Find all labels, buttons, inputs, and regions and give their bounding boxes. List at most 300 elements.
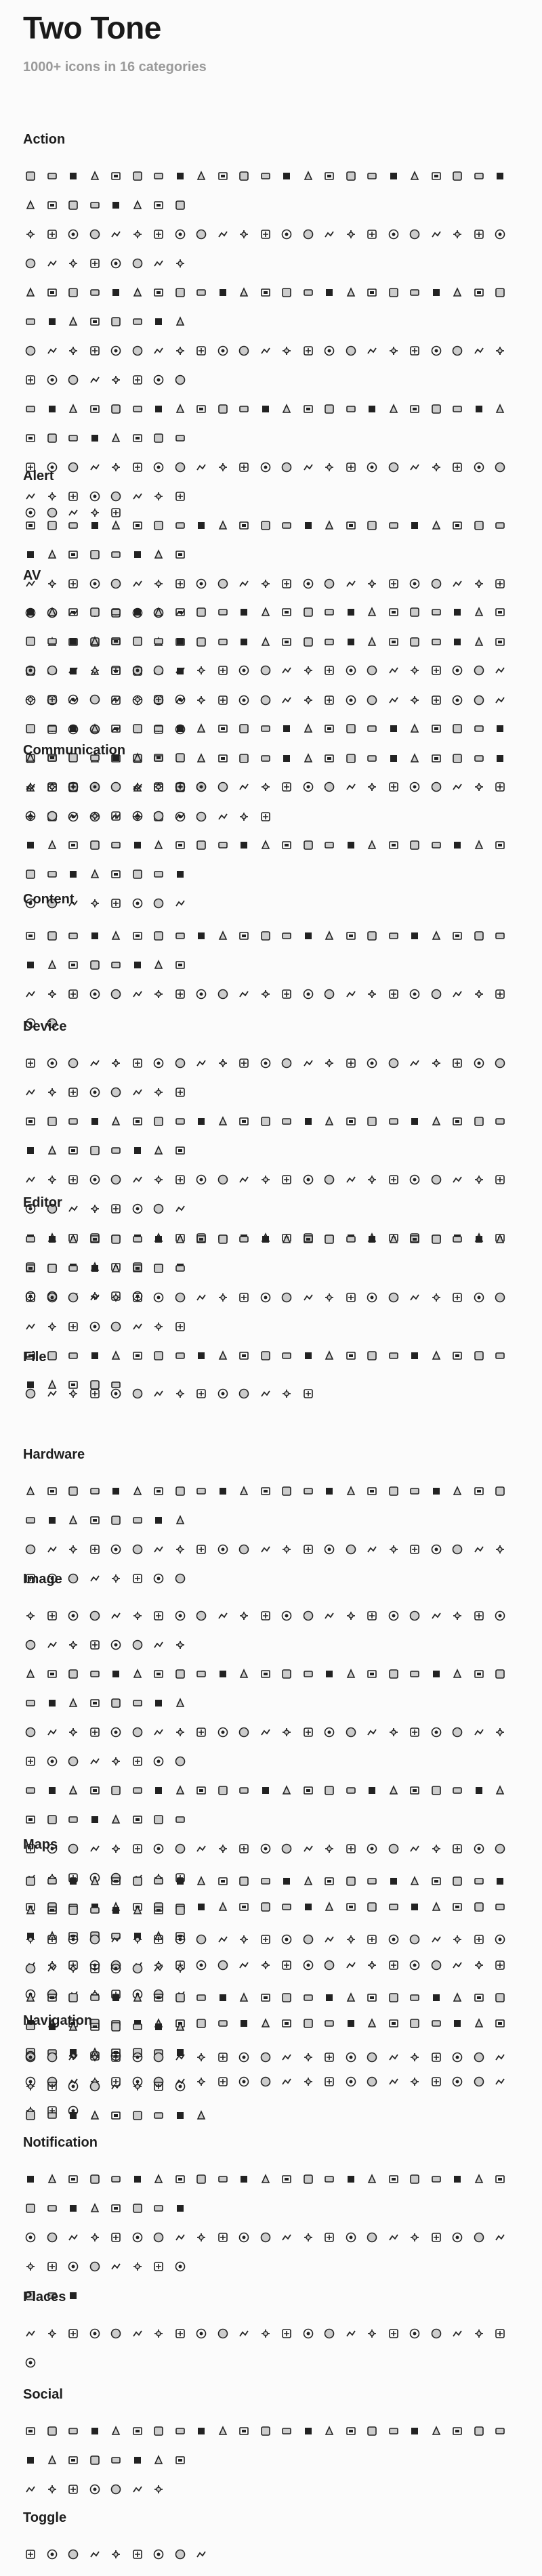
icon-tile[interactable] — [279, 1484, 294, 1499]
icon-tile[interactable] — [279, 1232, 294, 1247]
icon-tile[interactable] — [173, 1290, 188, 1305]
icon-tile[interactable] — [343, 2424, 358, 2439]
icon-tile[interactable] — [87, 721, 102, 736]
icon-tile[interactable] — [472, 169, 486, 184]
icon-tile[interactable] — [407, 663, 422, 678]
icon-tile[interactable] — [87, 227, 102, 242]
icon-tile[interactable] — [66, 1386, 81, 1401]
icon-tile[interactable] — [23, 547, 38, 562]
icon-tile[interactable] — [87, 2424, 102, 2439]
icon-tile[interactable] — [343, 1290, 358, 1305]
icon-tile[interactable] — [173, 1667, 188, 1681]
icon-tile[interactable] — [472, 779, 486, 794]
icon-tile[interactable] — [386, 1484, 401, 1499]
icon-tile[interactable] — [472, 2172, 486, 2187]
icon-tile[interactable] — [87, 809, 102, 823]
icon-tile[interactable] — [386, 2230, 401, 2245]
icon-tile[interactable] — [66, 1637, 81, 1652]
icon-tile[interactable] — [151, 1290, 166, 1305]
icon-tile[interactable] — [407, 1114, 422, 1129]
icon-tile[interactable] — [407, 1056, 422, 1071]
icon-tile[interactable] — [173, 1542, 188, 1557]
icon-tile[interactable] — [23, 1261, 38, 1276]
icon-tile[interactable] — [87, 1990, 102, 2005]
icon-tile[interactable] — [66, 1667, 81, 1681]
icon-tile[interactable] — [429, 227, 444, 242]
icon-tile[interactable] — [23, 721, 38, 736]
icon-tile[interactable] — [194, 663, 209, 678]
icon-tile[interactable] — [364, 169, 379, 184]
icon-tile[interactable] — [45, 1513, 60, 1528]
icon-tile[interactable] — [386, 1783, 401, 1798]
icon-tile[interactable] — [130, 928, 145, 943]
icon-tile[interactable] — [343, 779, 358, 794]
icon-tile[interactable] — [151, 2482, 166, 2497]
icon-tile[interactable] — [87, 1725, 102, 1740]
icon-tile[interactable] — [151, 867, 166, 882]
icon-tile[interactable] — [236, 343, 251, 358]
icon-tile[interactable] — [258, 285, 273, 300]
icon-tile[interactable] — [258, 1542, 273, 1557]
icon-tile[interactable] — [407, 285, 422, 300]
icon-tile[interactable] — [450, 2050, 465, 2065]
icon-tile[interactable] — [151, 809, 166, 823]
icon-tile[interactable] — [429, 779, 444, 794]
icon-tile[interactable] — [407, 1667, 422, 1681]
icon-tile[interactable] — [493, 402, 507, 416]
icon-tile[interactable] — [450, 1667, 465, 1681]
icon-tile[interactable] — [450, 1172, 465, 1187]
icon-tile[interactable] — [194, 1484, 209, 1499]
icon-tile[interactable] — [173, 692, 188, 707]
icon-tile[interactable] — [173, 314, 188, 329]
icon-tile[interactable] — [66, 505, 81, 520]
icon-tile[interactable] — [364, 2326, 379, 2341]
icon-tile[interactable] — [23, 958, 38, 972]
icon-tile[interactable] — [386, 721, 401, 736]
icon-tile[interactable] — [66, 2547, 81, 2562]
icon-tile[interactable] — [279, 1783, 294, 1798]
icon-tile[interactable] — [364, 227, 379, 242]
icon-tile[interactable] — [450, 1056, 465, 1071]
icon-tile[interactable] — [215, 2050, 230, 2065]
icon-tile[interactable] — [279, 1667, 294, 1681]
icon-tile[interactable] — [87, 1143, 102, 1158]
icon-tile[interactable] — [194, 987, 209, 1002]
icon-tile[interactable] — [151, 1961, 166, 1976]
icon-tile[interactable] — [45, 928, 60, 943]
icon-tile[interactable] — [472, 1783, 486, 1798]
icon-tile[interactable] — [215, 663, 230, 678]
icon-tile[interactable] — [301, 1990, 316, 2005]
icon-tile[interactable] — [429, 1608, 444, 1623]
icon-tile[interactable] — [130, 314, 145, 329]
icon-tile[interactable] — [173, 227, 188, 242]
icon-tile[interactable] — [45, 987, 60, 1002]
icon-tile[interactable] — [407, 1290, 422, 1305]
icon-tile[interactable] — [343, 1172, 358, 1187]
icon-tile[interactable] — [151, 2326, 166, 2341]
icon-tile[interactable] — [130, 2424, 145, 2439]
icon-tile[interactable] — [236, 1056, 251, 1071]
icon-tile[interactable] — [151, 928, 166, 943]
icon-tile[interactable] — [407, 1608, 422, 1623]
icon-tile[interactable] — [66, 2482, 81, 2497]
icon-tile[interactable] — [301, 1114, 316, 1129]
icon-tile[interactable] — [215, 2326, 230, 2341]
icon-tile[interactable] — [66, 1696, 81, 1711]
icon-tile[interactable] — [258, 1608, 273, 1623]
icon-tile[interactable] — [322, 1056, 337, 1071]
icon-tile[interactable] — [108, 692, 123, 707]
icon-tile[interactable] — [450, 663, 465, 678]
icon-tile[interactable] — [429, 1783, 444, 1798]
icon-tile[interactable] — [130, 1637, 145, 1652]
icon-tile[interactable] — [87, 1608, 102, 1623]
icon-tile[interactable] — [108, 2230, 123, 2245]
icon-tile[interactable] — [194, 1232, 209, 1247]
icon-tile[interactable] — [173, 2201, 188, 2216]
icon-tile[interactable] — [472, 1608, 486, 1623]
icon-tile[interactable] — [66, 2326, 81, 2341]
icon-tile[interactable] — [45, 1542, 60, 1557]
icon-tile[interactable] — [151, 343, 166, 358]
icon-tile[interactable] — [279, 1725, 294, 1740]
icon-tile[interactable] — [45, 1812, 60, 1827]
icon-tile[interactable] — [66, 987, 81, 1002]
icon-tile[interactable] — [108, 2108, 123, 2123]
icon-tile[interactable] — [66, 1484, 81, 1499]
icon-tile[interactable] — [258, 1056, 273, 1071]
icon-tile[interactable] — [87, 2482, 102, 2497]
icon-tile[interactable] — [87, 2172, 102, 2187]
icon-tile[interactable] — [386, 987, 401, 1002]
icon-tile[interactable] — [130, 1513, 145, 1528]
icon-tile[interactable] — [66, 1812, 81, 1827]
icon-tile[interactable] — [236, 1725, 251, 1740]
icon-tile[interactable] — [130, 227, 145, 242]
icon-tile[interactable] — [407, 1172, 422, 1187]
icon-tile[interactable] — [173, 1783, 188, 1798]
icon-tile[interactable] — [130, 285, 145, 300]
icon-tile[interactable] — [130, 2050, 145, 2065]
icon-tile[interactable] — [215, 1608, 230, 1623]
icon-tile[interactable] — [130, 1261, 145, 1276]
icon-tile[interactable] — [472, 1232, 486, 1247]
icon-tile[interactable] — [23, 2259, 38, 2274]
icon-tile[interactable] — [45, 1386, 60, 1401]
icon-tile[interactable] — [130, 958, 145, 972]
icon-tile[interactable] — [215, 721, 230, 736]
icon-tile[interactable] — [173, 2453, 188, 2468]
icon-tile[interactable] — [173, 779, 188, 794]
icon-tile[interactable] — [66, 2079, 81, 2094]
icon-tile[interactable] — [66, 1114, 81, 1129]
icon-tile[interactable] — [173, 1172, 188, 1187]
icon-tile[interactable] — [407, 721, 422, 736]
icon-tile[interactable] — [429, 928, 444, 943]
icon-tile[interactable] — [87, 1874, 102, 1889]
icon-tile[interactable] — [386, 1056, 401, 1071]
icon-tile[interactable] — [301, 1725, 316, 1740]
icon-tile[interactable] — [23, 505, 38, 520]
icon-tile[interactable] — [301, 1667, 316, 1681]
icon-tile[interactable] — [258, 1874, 273, 1889]
icon-tile[interactable] — [108, 2482, 123, 2497]
icon-tile[interactable] — [87, 2326, 102, 2341]
icon-tile[interactable] — [130, 1725, 145, 1740]
icon-tile[interactable] — [450, 2230, 465, 2245]
icon-tile[interactable] — [364, 1608, 379, 1623]
icon-tile[interactable] — [279, 721, 294, 736]
icon-tile[interactable] — [386, 2326, 401, 2341]
icon-tile[interactable] — [472, 1484, 486, 1499]
icon-tile[interactable] — [45, 2424, 60, 2439]
icon-tile[interactable] — [386, 1232, 401, 1247]
icon-tile[interactable] — [215, 1542, 230, 1557]
icon-tile[interactable] — [173, 663, 188, 678]
icon-tile[interactable] — [493, 227, 507, 242]
icon-tile[interactable] — [236, 285, 251, 300]
icon-tile[interactable] — [301, 663, 316, 678]
icon-tile[interactable] — [279, 1056, 294, 1071]
icon-tile[interactable] — [301, 2326, 316, 2341]
icon-tile[interactable] — [279, 2326, 294, 2341]
icon-tile[interactable] — [322, 2424, 337, 2439]
icon-tile[interactable] — [130, 256, 145, 271]
icon-tile[interactable] — [407, 402, 422, 416]
icon-tile[interactable] — [429, 2424, 444, 2439]
icon-tile[interactable] — [45, 1085, 60, 1100]
icon-tile[interactable] — [493, 1172, 507, 1187]
icon-tile[interactable] — [301, 1932, 316, 1947]
icon-tile[interactable] — [108, 779, 123, 794]
icon-tile[interactable] — [364, 1056, 379, 1071]
icon-tile[interactable] — [151, 2230, 166, 2245]
icon-tile[interactable] — [173, 1056, 188, 1071]
icon-tile[interactable] — [87, 1513, 102, 1528]
icon-tile[interactable] — [258, 1667, 273, 1681]
icon-tile[interactable] — [66, 2259, 81, 2274]
icon-tile[interactable] — [364, 1114, 379, 1129]
icon-tile[interactable] — [108, 2547, 123, 2562]
icon-tile[interactable] — [364, 1667, 379, 1681]
icon-tile[interactable] — [108, 314, 123, 329]
icon-tile[interactable] — [23, 1542, 38, 1557]
icon-tile[interactable] — [258, 2172, 273, 2187]
icon-tile[interactable] — [301, 1608, 316, 1623]
icon-tile[interactable] — [151, 1056, 166, 1071]
icon-tile[interactable] — [130, 2259, 145, 2274]
icon-tile[interactable] — [279, 605, 294, 620]
icon-tile[interactable] — [45, 1484, 60, 1499]
icon-tile[interactable] — [236, 1290, 251, 1305]
icon-tile[interactable] — [215, 1990, 230, 2005]
icon-tile[interactable] — [108, 605, 123, 620]
icon-tile[interactable] — [23, 285, 38, 300]
icon-tile[interactable] — [151, 2201, 166, 2216]
icon-tile[interactable] — [151, 1754, 166, 1769]
icon-tile[interactable] — [108, 1932, 123, 1947]
icon-tile[interactable] — [66, 663, 81, 678]
icon-tile[interactable] — [173, 1386, 188, 1401]
icon-tile[interactable] — [279, 2424, 294, 2439]
icon-tile[interactable] — [173, 198, 188, 213]
icon-tile[interactable] — [429, 2326, 444, 2341]
icon-tile[interactable] — [23, 227, 38, 242]
icon-tile[interactable] — [108, 1903, 123, 1918]
icon-tile[interactable] — [322, 2050, 337, 2065]
icon-tile[interactable] — [45, 867, 60, 882]
icon-tile[interactable] — [279, 779, 294, 794]
icon-tile[interactable] — [301, 2172, 316, 2187]
icon-tile[interactable] — [23, 343, 38, 358]
icon-tile[interactable] — [66, 1085, 81, 1100]
icon-tile[interactable] — [429, 285, 444, 300]
icon-tile[interactable] — [151, 402, 166, 416]
icon-tile[interactable] — [364, 1484, 379, 1499]
icon-tile[interactable] — [130, 1484, 145, 1499]
icon-tile[interactable] — [343, 402, 358, 416]
icon-tile[interactable] — [45, 2259, 60, 2274]
icon-tile[interactable] — [322, 2326, 337, 2341]
icon-tile[interactable] — [258, 987, 273, 1002]
icon-tile[interactable] — [472, 1114, 486, 1129]
icon-tile[interactable] — [322, 1172, 337, 1187]
icon-tile[interactable] — [407, 2172, 422, 2187]
icon-tile[interactable] — [45, 1114, 60, 1129]
icon-tile[interactable] — [87, 838, 102, 853]
icon-tile[interactable] — [23, 314, 38, 329]
icon-tile[interactable] — [429, 2172, 444, 2187]
icon-tile[interactable] — [194, 2230, 209, 2245]
icon-tile[interactable] — [173, 867, 188, 882]
icon-tile[interactable] — [87, 987, 102, 1002]
icon-tile[interactable] — [215, 1932, 230, 1947]
icon-tile[interactable] — [364, 285, 379, 300]
icon-tile[interactable] — [429, 402, 444, 416]
icon-tile[interactable] — [130, 2172, 145, 2187]
icon-tile[interactable] — [130, 1114, 145, 1129]
icon-tile[interactable] — [493, 2424, 507, 2439]
icon-tile[interactable] — [279, 1290, 294, 1305]
icon-tile[interactable] — [386, 402, 401, 416]
icon-tile[interactable] — [23, 2172, 38, 2187]
icon-tile[interactable] — [472, 343, 486, 358]
icon-tile[interactable] — [108, 505, 123, 520]
icon-tile[interactable] — [236, 2050, 251, 2065]
icon-tile[interactable] — [66, 809, 81, 823]
icon-tile[interactable] — [173, 2326, 188, 2341]
icon-tile[interactable] — [215, 2230, 230, 2245]
icon-tile[interactable] — [343, 1667, 358, 1681]
icon-tile[interactable] — [151, 721, 166, 736]
icon-tile[interactable] — [386, 1990, 401, 2005]
icon-tile[interactable] — [429, 1667, 444, 1681]
icon-tile[interactable] — [151, 1172, 166, 1187]
icon-tile[interactable] — [407, 169, 422, 184]
icon-tile[interactable] — [23, 1513, 38, 1528]
icon-tile[interactable] — [108, 2201, 123, 2216]
icon-tile[interactable] — [364, 605, 379, 620]
icon-tile[interactable] — [130, 2230, 145, 2245]
icon-tile[interactable] — [173, 1085, 188, 1100]
icon-tile[interactable] — [108, 1990, 123, 2005]
icon-tile[interactable] — [108, 634, 123, 649]
icon-tile[interactable] — [364, 1542, 379, 1557]
icon-tile[interactable] — [258, 1290, 273, 1305]
icon-tile[interactable] — [258, 1114, 273, 1129]
icon-tile[interactable] — [130, 838, 145, 853]
icon-tile[interactable] — [386, 1608, 401, 1623]
icon-tile[interactable] — [236, 605, 251, 620]
icon-tile[interactable] — [258, 1386, 273, 1401]
icon-tile[interactable] — [429, 721, 444, 736]
icon-tile[interactable] — [66, 402, 81, 416]
icon-tile[interactable] — [343, 227, 358, 242]
icon-tile[interactable] — [45, 198, 60, 213]
icon-tile[interactable] — [108, 958, 123, 972]
icon-tile[interactable] — [108, 1232, 123, 1247]
icon-tile[interactable] — [407, 928, 422, 943]
icon-tile[interactable] — [45, 2482, 60, 2497]
icon-tile[interactable] — [215, 2172, 230, 2187]
icon-tile[interactable] — [23, 1290, 38, 1305]
icon-tile[interactable] — [66, 1932, 81, 1947]
icon-tile[interactable] — [215, 1232, 230, 1247]
icon-tile[interactable] — [130, 1932, 145, 1947]
icon-tile[interactable] — [108, 838, 123, 853]
icon-tile[interactable] — [23, 2230, 38, 2245]
icon-tile[interactable] — [429, 987, 444, 1002]
icon-tile[interactable] — [108, 402, 123, 416]
icon-tile[interactable] — [130, 1542, 145, 1557]
icon-tile[interactable] — [386, 1542, 401, 1557]
icon-tile[interactable] — [130, 1608, 145, 1623]
icon-tile[interactable] — [407, 343, 422, 358]
icon-tile[interactable] — [87, 505, 102, 520]
icon-tile[interactable] — [87, 343, 102, 358]
icon-tile[interactable] — [407, 779, 422, 794]
icon-tile[interactable] — [87, 1085, 102, 1100]
icon-tile[interactable] — [66, 1172, 81, 1187]
icon-tile[interactable] — [322, 928, 337, 943]
icon-tile[interactable] — [194, 2326, 209, 2341]
icon-tile[interactable] — [130, 2547, 145, 2562]
icon-tile[interactable] — [301, 1172, 316, 1187]
icon-tile[interactable] — [258, 1232, 273, 1247]
icon-tile[interactable] — [151, 1812, 166, 1827]
icon-tile[interactable] — [493, 838, 507, 853]
icon-tile[interactable] — [151, 1637, 166, 1652]
icon-tile[interactable] — [343, 169, 358, 184]
icon-tile[interactable] — [279, 663, 294, 678]
icon-tile[interactable] — [66, 1056, 81, 1071]
icon-tile[interactable] — [450, 227, 465, 242]
icon-tile[interactable] — [130, 1783, 145, 1798]
icon-tile[interactable] — [45, 1261, 60, 1276]
icon-tile[interactable] — [493, 779, 507, 794]
icon-tile[interactable] — [66, 285, 81, 300]
icon-tile[interactable] — [450, 402, 465, 416]
icon-tile[interactable] — [493, 1114, 507, 1129]
icon-tile[interactable] — [87, 2547, 102, 2562]
icon-tile[interactable] — [279, 285, 294, 300]
icon-tile[interactable] — [130, 547, 145, 562]
icon-tile[interactable] — [215, 227, 230, 242]
icon-tile[interactable] — [87, 1114, 102, 1129]
icon-tile[interactable] — [151, 2172, 166, 2187]
